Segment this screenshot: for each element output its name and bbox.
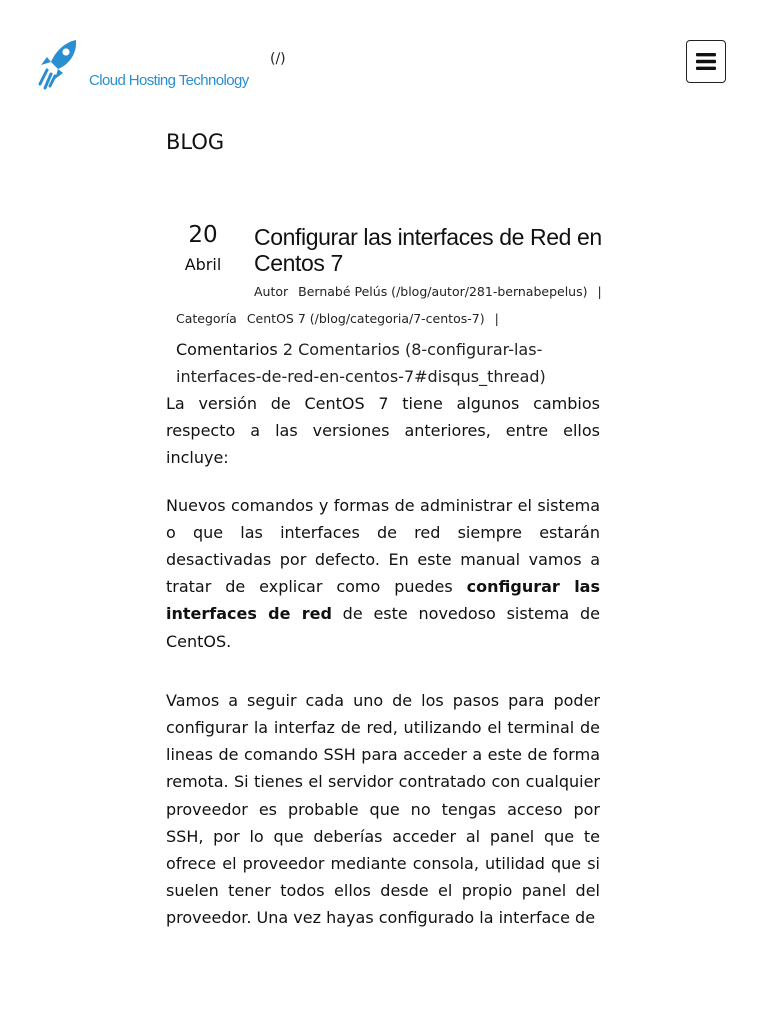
logo-link[interactable] <box>36 38 276 94</box>
meta-separator: | <box>494 311 499 326</box>
article-paragraph: Vamos a seguir cada uno de los pasos para poder configurar la interfaz de red, utilizando el terminal de lineas de comando SSH para acceder a este de forma remota. Si tienes el servidor contratado con cualquier proveedor es probable que no tengas acceso por SSH, por lo que deberías acceder al panel que te ofrece el proveedor mediante consola, utilidad que si suelen tener todos ellos desde el propio panel del proveedor. Una vez hayas configurado la interface de <box>166 690 600 928</box>
comments-label: Comentarios <box>176 340 278 359</box>
logo-text: Cloud Hosting Technology <box>89 72 249 89</box>
hamburger-menu-icon <box>696 53 716 70</box>
post-category-meta <box>176 311 499 326</box>
keyword-highlight: configurar las interfaces de red <box>166 577 601 624</box>
paragraph-text: de este novedoso sistema de CentOS. <box>166 604 600 651</box>
article-paragraph <box>166 492 600 655</box>
category-link[interactable]: CentOS 7 (/blog/categoria/7-centos-7) <box>246 311 485 326</box>
comments-link[interactable]: 2 Comentarios (8-configurar-las-interfaces-de-red-en-centos-7#disqus_thread) <box>176 340 546 386</box>
paragraph-text: Nuevos comandos y formas de administrar el sistema o que las interfaces de red siempre estarán desactivadas por defecto. En este manual vamos a tratar de explicar como puedes <box>166 495 600 597</box>
author-link[interactable]: Bernabé Pelús (/blog/autor/281-bernabepelus) <box>298 284 588 299</box>
home-link[interactable]: (/) <box>270 51 286 67</box>
menu-button[interactable] <box>686 40 726 83</box>
category-label: Categoría <box>176 311 237 326</box>
site-header <box>0 0 768 110</box>
article-body <box>166 390 600 932</box>
post-date-day: 20 <box>188 222 218 248</box>
post-author-meta <box>254 284 602 299</box>
page-title: BLOG <box>166 130 225 154</box>
author-label: Autor <box>254 284 289 299</box>
post-comments-meta <box>176 336 606 390</box>
article-paragraph: La versión de CentOS 7 tiene algunos cambios respecto a las versiones anteriores, entre ellos incluye: <box>166 394 600 468</box>
rocket-logo-icon <box>36 38 80 90</box>
meta-separator: | <box>597 284 602 299</box>
post-date-month: Abril <box>184 255 222 274</box>
post-title: Configurar las interfaces de Red en Centos 7 <box>254 224 602 276</box>
